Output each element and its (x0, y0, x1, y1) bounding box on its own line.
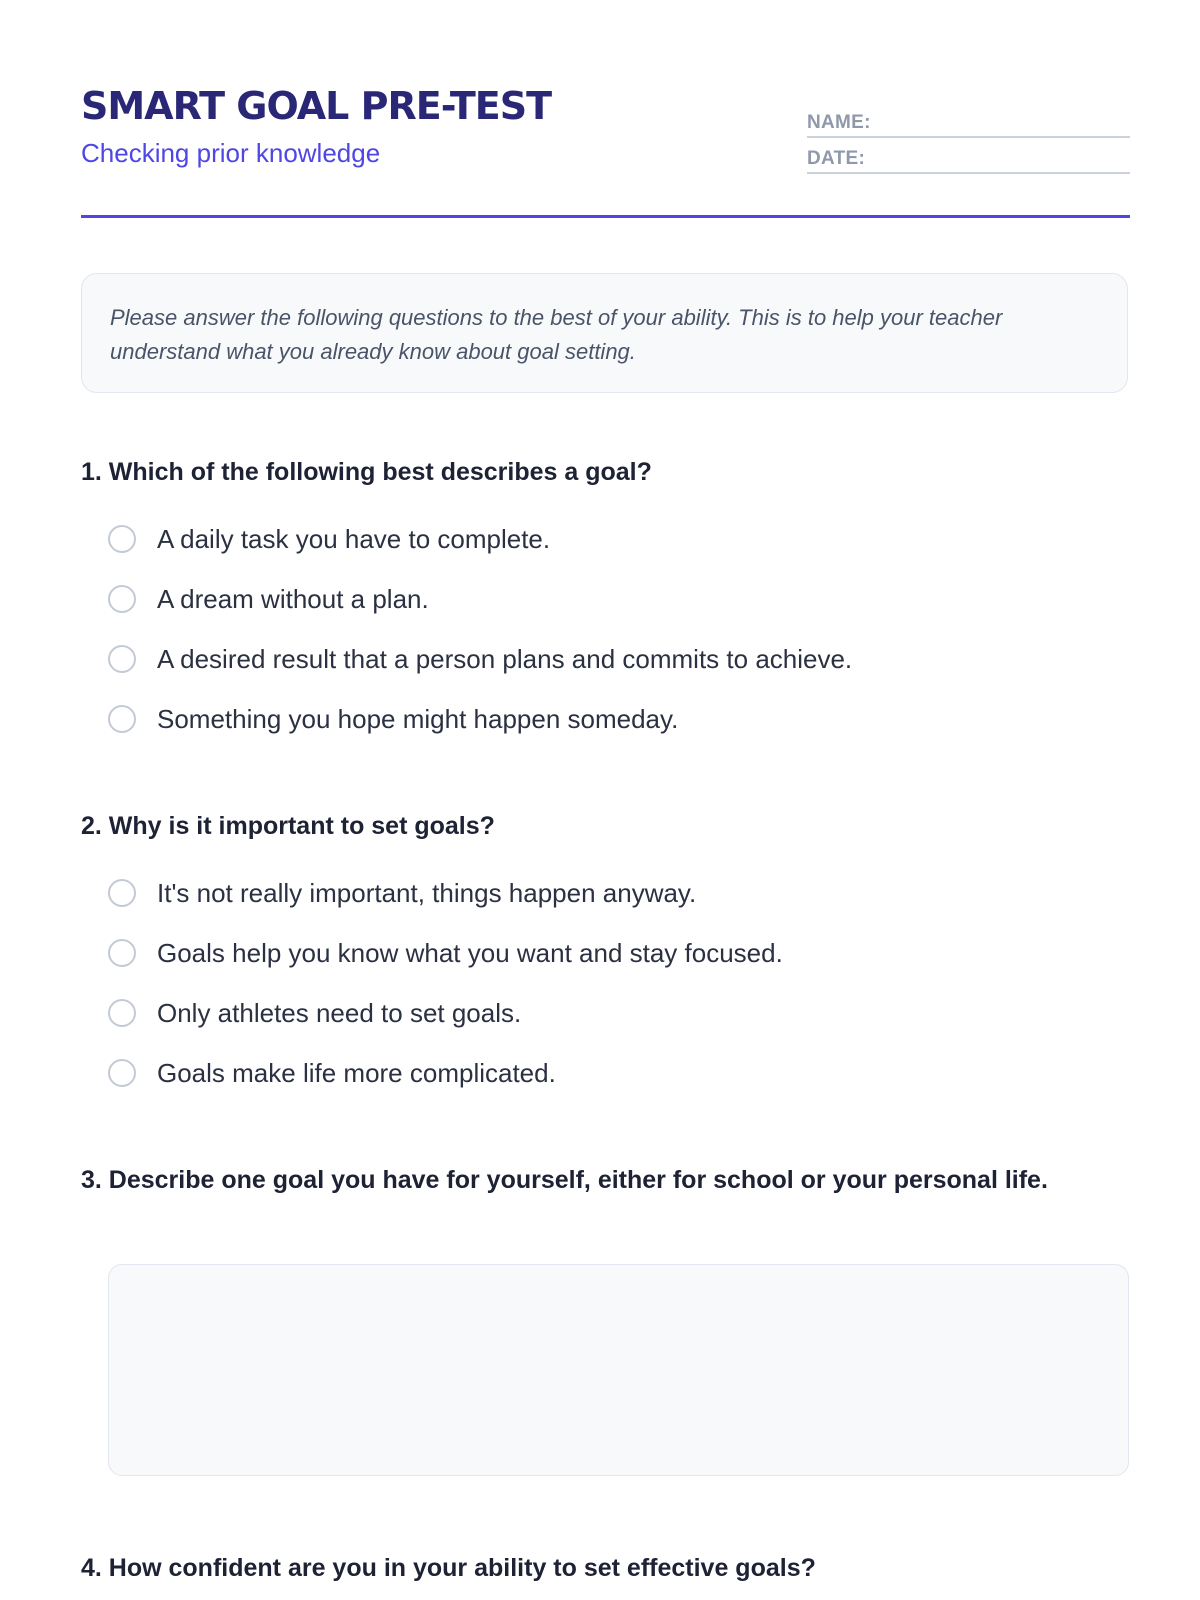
instructions-box (81, 273, 1128, 393)
option-label: A dream without a plan. (157, 584, 429, 614)
radio-button[interactable] (108, 1059, 136, 1087)
answer-option[interactable] (108, 641, 852, 677)
question-4 (81, 1548, 1130, 1588)
question-text: 4. How confident are you in your ability to set effective goals? (81, 1554, 816, 1582)
instructions-text: Please answer the following questions to the best of your ability. This is to help your teacher understand what you already know about goal setting. (110, 305, 1003, 364)
radio-button[interactable] (108, 879, 136, 907)
question-3 (81, 1160, 1130, 1200)
radio-button[interactable] (108, 939, 136, 967)
answer-option[interactable] (108, 701, 678, 737)
option-label: It's not really important, things happen anyway. (157, 878, 697, 908)
answer-option[interactable] (108, 935, 783, 971)
worksheet-header (81, 84, 1130, 218)
name-field[interactable] (807, 110, 1130, 138)
page-subtitle: Checking prior knowledge (81, 138, 381, 168)
date-field[interactable] (807, 146, 1130, 174)
answer-option[interactable] (108, 875, 696, 911)
radio-button[interactable] (108, 645, 136, 673)
answer-option[interactable] (108, 1055, 556, 1091)
answer-option[interactable] (108, 995, 521, 1031)
question-2 (81, 806, 1130, 1088)
date-label: DATE: (807, 148, 866, 169)
name-label: NAME: (807, 112, 871, 133)
option-label: A daily task you have to complete. (157, 524, 551, 554)
option-label: Only athletes need to set goals. (157, 998, 522, 1028)
radio-button[interactable] (108, 999, 136, 1027)
radio-button[interactable] (108, 525, 136, 553)
question-text: 3. Describe one goal you have for yourself, either for school or your personal life. (81, 1166, 1048, 1194)
option-label: A desired result that a person plans and commits to achieve. (157, 644, 853, 674)
radio-button[interactable] (108, 585, 136, 613)
option-label: Goals help you know what you want and stay focused. (157, 938, 783, 968)
header-divider (81, 215, 1130, 218)
question-1 (81, 452, 1130, 734)
answer-option[interactable] (108, 581, 429, 617)
question-text: 1. Which of the following best describes a goal? (81, 458, 652, 486)
student-info-fields (807, 110, 1130, 182)
question-text: 2. Why is it important to set goals? (81, 812, 495, 840)
radio-button[interactable] (108, 705, 136, 733)
page-title: SMART GOAL PRE-TEST (81, 84, 552, 128)
option-label: Goals make life more complicated. (157, 1058, 556, 1088)
option-label: Something you hope might happen someday. (157, 704, 679, 734)
answer-option[interactable] (108, 521, 550, 557)
free-response-box[interactable] (108, 1264, 1129, 1476)
